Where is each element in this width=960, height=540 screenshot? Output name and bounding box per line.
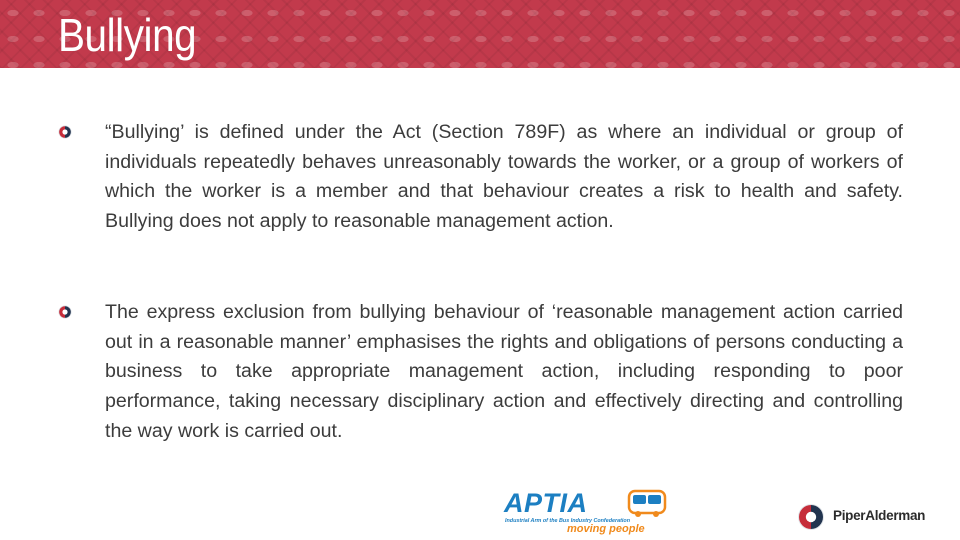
bullet-text: The express exclusion from bullying behaviour of ‘reasonable management action carried out in a reasonable manner’ emphasises the rights and obligations of persons conducting a business to take appropriate management action, including responding to poor performance, taking necessary disciplinary action and effectively directing and controlling the way work is carried out. — [105, 300, 903, 442]
aptia-logo — [503, 487, 670, 535]
bullet-item — [58, 118, 903, 237]
aptia-tagline: moving people — [567, 523, 645, 535]
aptia-subtitle: Industrial Arm of the Bus Industry Confederation — [505, 518, 630, 524]
title-banner — [0, 0, 960, 68]
piper-alderman-logo — [797, 503, 943, 531]
piper-alderman-mark-icon — [797, 503, 825, 531]
aptia-wordmark: APTIA — [504, 488, 588, 518]
bullet-item — [58, 298, 903, 447]
bullet-list — [58, 118, 903, 446]
bullet-icon — [58, 125, 72, 139]
bullet-icon — [58, 305, 72, 319]
bullet-text: “Bullying’ is defined under the Act (Section 789F) as where an individual or group of individuals repeatedly behaves unreasonably towards the worker, or a group of workers of which the worker is a member and that behaviour creates a risk to health and safety. Bullying does not apply to reasonable management action. — [105, 121, 903, 233]
piper-alderman-wordmark: PiperAlderman — [833, 508, 926, 523]
slide-title: Bullying — [58, 9, 197, 61]
bus-icon — [629, 491, 665, 517]
